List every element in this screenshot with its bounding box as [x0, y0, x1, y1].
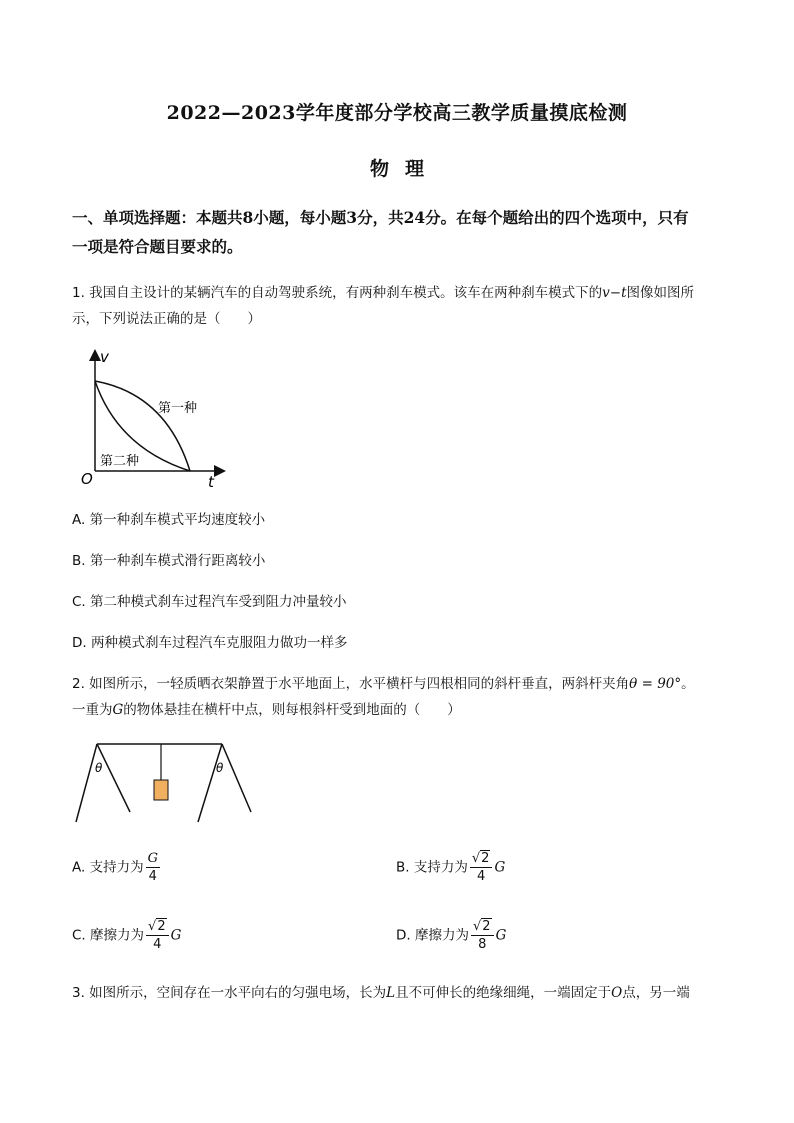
option-d-fraction	[471, 918, 494, 953]
option-a-fraction	[146, 850, 160, 885]
option-b-label: B. 支持力为	[396, 859, 468, 876]
angle-label-left: θ	[95, 761, 103, 775]
question-2-line2	[72, 697, 732, 723]
option-c-numerator: √ 2	[146, 918, 169, 936]
question-3-stem	[72, 980, 732, 1006]
question-2-line1	[72, 671, 732, 697]
question-2-text-c: 一重为	[72, 702, 113, 718]
question-1-text-b: 图像如图所	[626, 285, 695, 301]
right-leg-outer	[222, 744, 251, 812]
question-3-text-a: 3. 如图所示，空间存在一水平向右的匀强电场，长为	[72, 985, 387, 1001]
option-c-denominator: 4	[153, 937, 162, 952]
question-1-stem	[72, 280, 732, 332]
section-heading-line2: 一项是符合题目要求的。	[72, 237, 243, 256]
question-2-text-b: 。	[681, 676, 695, 692]
weight-symbol: G	[112, 702, 124, 718]
question-2-text-a: 2. 如图所示，一轻质晒衣架静置于水平地面上，水平横杆与四根相同的斜杆垂直，两斜杆夹角	[72, 676, 630, 692]
option-c-fraction	[146, 918, 169, 953]
option-d-radicand: 2	[482, 919, 491, 934]
question-1-option-d[interactable]: D. 两种模式刹车过程汽车克服阻力做功一样多	[72, 635, 348, 651]
option-c-symbol: G	[170, 927, 182, 944]
option-b-numerator: √ 2	[470, 850, 493, 868]
hanging-weight	[154, 780, 168, 800]
left-leg-inner	[97, 744, 130, 812]
question-1-option-a[interactable]: A. 第一种刹车模式平均速度较小	[72, 512, 266, 528]
option-b-radicand: 2	[481, 851, 490, 866]
question-1-line2: 示，下列说法正确的是（ ）	[72, 311, 261, 327]
subject-heading	[0, 154, 794, 181]
subject-char-1: 物	[369, 158, 389, 180]
question-2-option-b[interactable]	[396, 850, 505, 885]
t-axis-label: t	[208, 473, 214, 491]
option-a-numerator: G	[147, 851, 158, 866]
origin-label: O	[81, 470, 93, 488]
length-symbol: L	[386, 985, 396, 1001]
option-b-symbol: G	[494, 859, 506, 876]
subject-char-2: 理	[405, 158, 425, 180]
question-1-text-a: 1. 我国自主设计的某辆汽车的自动驾驶系统，有两种刹车模式。该车在两种刹车模式下的	[72, 285, 603, 301]
option-d-numerator: √ 2	[471, 918, 494, 936]
curve-first-label: 第一种	[158, 401, 198, 416]
clothes-rack-figure	[70, 738, 260, 828]
point-symbol: O	[611, 985, 623, 1001]
angle-label-right: θ	[216, 761, 224, 775]
option-d-denominator: 8	[478, 937, 487, 952]
angle-expression: θ = 90°	[629, 676, 682, 692]
option-d-symbol: G	[495, 927, 507, 944]
option-a-label: A. 支持力为	[72, 859, 144, 876]
right-leg-inner	[198, 744, 222, 822]
question-1-option-c[interactable]: C. 第二种模式刹车过程汽车受到阻力冲量较小	[72, 594, 347, 610]
option-b-fraction	[470, 850, 493, 885]
option-c-radicand: 2	[157, 919, 166, 934]
left-leg-outer	[76, 744, 97, 822]
question-2-option-c[interactable]	[72, 918, 181, 953]
question-2-option-a[interactable]	[72, 850, 162, 885]
vt-graph	[78, 346, 228, 491]
exam-title: 2022—2023学年度部分学校高三教学质量摸底检测	[166, 102, 628, 124]
question-2-text-d: 的物体悬挂在横杆中点，则每根斜杆受到地面的（ ）	[123, 702, 461, 718]
option-a-denominator: 4	[148, 869, 157, 884]
question-3-text-b: 且不可伸长的绝缘细绳，一端固定于	[395, 985, 612, 1001]
option-b-denominator: 4	[477, 869, 486, 884]
curve-second-label: 第二种	[100, 454, 140, 469]
question-3-text-c: 点，另一端	[622, 985, 690, 1001]
option-d-label: D. 摩擦力为	[396, 927, 469, 944]
v-axis-label: v	[100, 348, 109, 366]
option-c-label: C. 摩擦力为	[72, 927, 145, 944]
question-1-line1	[72, 280, 732, 306]
question-2-option-d[interactable]	[396, 918, 506, 953]
question-2-stem	[72, 671, 732, 723]
vt-symbol: v−t	[602, 285, 627, 301]
section-heading	[72, 203, 732, 261]
section-heading-line1: 一、单项选择题：本题共8小题，每小题3分，共24分。在每个题给出的四个选项中，只有	[72, 208, 689, 227]
question-1-option-b[interactable]: B. 第一种刹车模式滑行距离较小	[72, 553, 266, 569]
